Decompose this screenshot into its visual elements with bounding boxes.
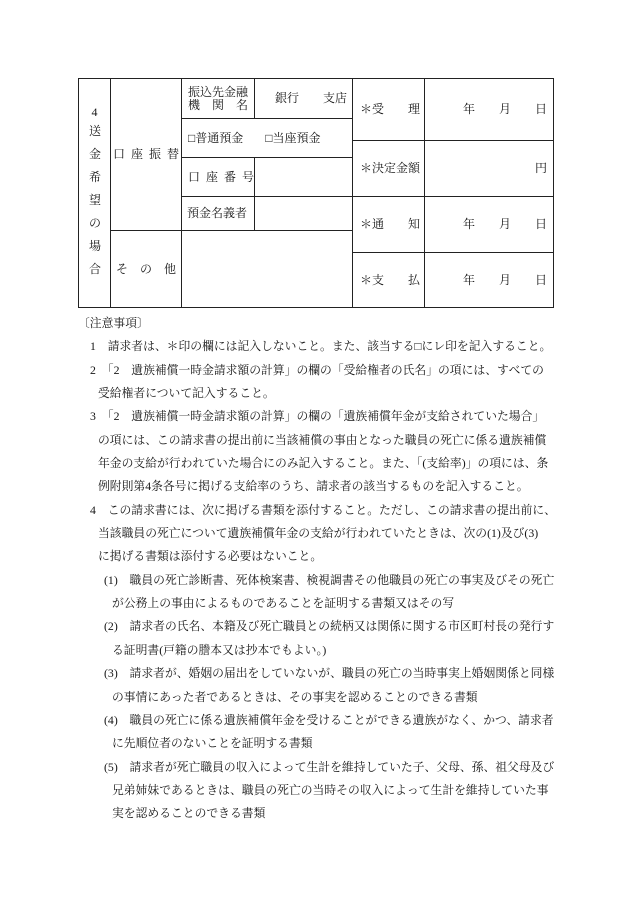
note-subitem-line: 実を認めることのできる書類 bbox=[112, 806, 266, 821]
decided-amount-field bbox=[425, 141, 554, 197]
payment-date-text: 年 月 日 bbox=[462, 272, 547, 287]
account-number-label: 口 座 番 号 bbox=[188, 169, 255, 184]
section-number: 4 bbox=[91, 105, 98, 119]
bank-name-label-cell bbox=[182, 79, 255, 119]
decided-amount-label: ＊決定金額 bbox=[360, 161, 421, 175]
section-title: 送金希望の場合 bbox=[89, 124, 102, 276]
bank-transfer-label: 口 座 振 替 bbox=[112, 147, 179, 161]
received-label: ＊受 理 bbox=[360, 102, 421, 116]
note-line: 当該職員の死亡について遺族補償年金の支給が行われていたときは、次の(1)及び(3) bbox=[98, 526, 539, 541]
bank-name-label bbox=[188, 86, 248, 112]
notice-date-text: 年 月 日 bbox=[462, 217, 547, 231]
account-holder-label-cell bbox=[182, 197, 255, 231]
account-number-field bbox=[255, 158, 353, 197]
payment-date-field bbox=[425, 253, 554, 308]
account-type-current: □当座預金 bbox=[265, 130, 321, 145]
note-line: 2 「2 遺族補償一時金請求額の計算」の欄の「受給権者の氏名」の項には、すべての bbox=[90, 362, 544, 377]
remittance-table bbox=[78, 78, 554, 308]
notice-label: ＊通 知 bbox=[360, 217, 421, 231]
payment-label: ＊支 払 bbox=[360, 272, 421, 287]
other-method-field bbox=[182, 231, 353, 308]
account-type-ordinary: □普通預金 bbox=[188, 130, 244, 145]
other-method-label-cell bbox=[111, 231, 182, 308]
notes-heading: 〔注意事項〕 bbox=[78, 316, 149, 330]
notice-date-field bbox=[425, 197, 554, 253]
received-label-cell bbox=[353, 79, 425, 141]
received-date-text: 年 月 日 bbox=[462, 102, 547, 116]
note-subitem-line: (4) 職員の死亡に係る遺族補償年金を受けることができる遺族がなく、かつ、請求者 bbox=[104, 712, 554, 727]
note-line: 3 「2 遺族補償一時金請求額の計算」の欄の「遺族補償年金が支給されていた場合」 bbox=[90, 409, 545, 424]
bank-name-label-line-2: 機 関 名 bbox=[188, 97, 249, 112]
payment-label-cell bbox=[353, 253, 425, 308]
note-subitem-line: 兄弟姉妹であるときは、職員の死亡の当時その収入によって生計を維持していた事 bbox=[112, 782, 549, 797]
account-number-label-cell bbox=[182, 158, 255, 197]
note-subitem-line: (1) 職員の死亡診断書、死体検案書、検視調書その他職員の死亡の事実及びその死亡 bbox=[104, 572, 555, 587]
notice-label-cell bbox=[353, 197, 425, 253]
bank-name-label-line-1: 振込先金融 bbox=[188, 84, 249, 99]
decided-amount-label-cell bbox=[353, 141, 425, 197]
note-subitem-line: (2) 請求者の氏名、本籍及び死亡職員との続柄又は関係に関する市区町村長の発行す bbox=[104, 619, 555, 634]
note-subitem-line: の事情にあった者であるときは、その事実を認めることのできる書類 bbox=[112, 689, 478, 704]
section-header-cell bbox=[79, 79, 111, 308]
received-date-field bbox=[425, 79, 554, 141]
note-subitem-line: に先順位者のないことを証明する書類 bbox=[112, 736, 313, 751]
note-subitem-line: (3) 請求者が、婚姻の届出をしていないが、職員の死亡の当時事実上婚姻関係と同様 bbox=[104, 666, 555, 681]
note-line: 4 この請求書には、次に掲げる書類を添付すること。ただし、この請求書の提出前に、 bbox=[90, 502, 556, 517]
bank-transfer-label-cell bbox=[111, 79, 182, 231]
note-subitem-line: が公務上の事由によるものであることを証明する書類又はその写 bbox=[112, 596, 455, 611]
note-subitem-line: (5) 請求者が死亡職員の収入によって生計を維持していた子、父母、孫、祖父母及び bbox=[104, 759, 555, 774]
note-line: に掲げる書類は添付する必要はないこと。 bbox=[98, 549, 323, 564]
note-subitem-line: る証明書(戸籍の謄本又は抄本でもよい。) bbox=[112, 642, 327, 657]
note-line: 年金の支給が行われていた場合にのみ記入すること。また、「(支給率)」の項には、条 bbox=[98, 456, 549, 471]
notes-section bbox=[0, 312, 630, 826]
decided-amount-unit: 円 bbox=[534, 161, 547, 175]
bank-branch-text: 銀行 支店 bbox=[274, 91, 347, 105]
bank-name-field bbox=[255, 79, 353, 119]
account-type-field bbox=[182, 119, 353, 158]
account-holder-label: 預金名義者 bbox=[187, 206, 248, 220]
account-holder-field bbox=[255, 197, 353, 231]
note-line: 受給権者について記入すること。 bbox=[98, 386, 275, 401]
note-line: の項には、この請求書の提出前に当該補償の事由となった職員の死亡に係る遺族補償 bbox=[98, 432, 547, 447]
other-method-label: そ の 他 bbox=[115, 261, 176, 276]
note-line: 例附則第4条各号に掲げる支給率のうち、請求者の該当するものを記入すること。 bbox=[98, 479, 529, 494]
note-line: 1 請求者は、＊印の欄には記入しないこと。また、該当する□にレ印を記入すること。 bbox=[90, 339, 552, 354]
